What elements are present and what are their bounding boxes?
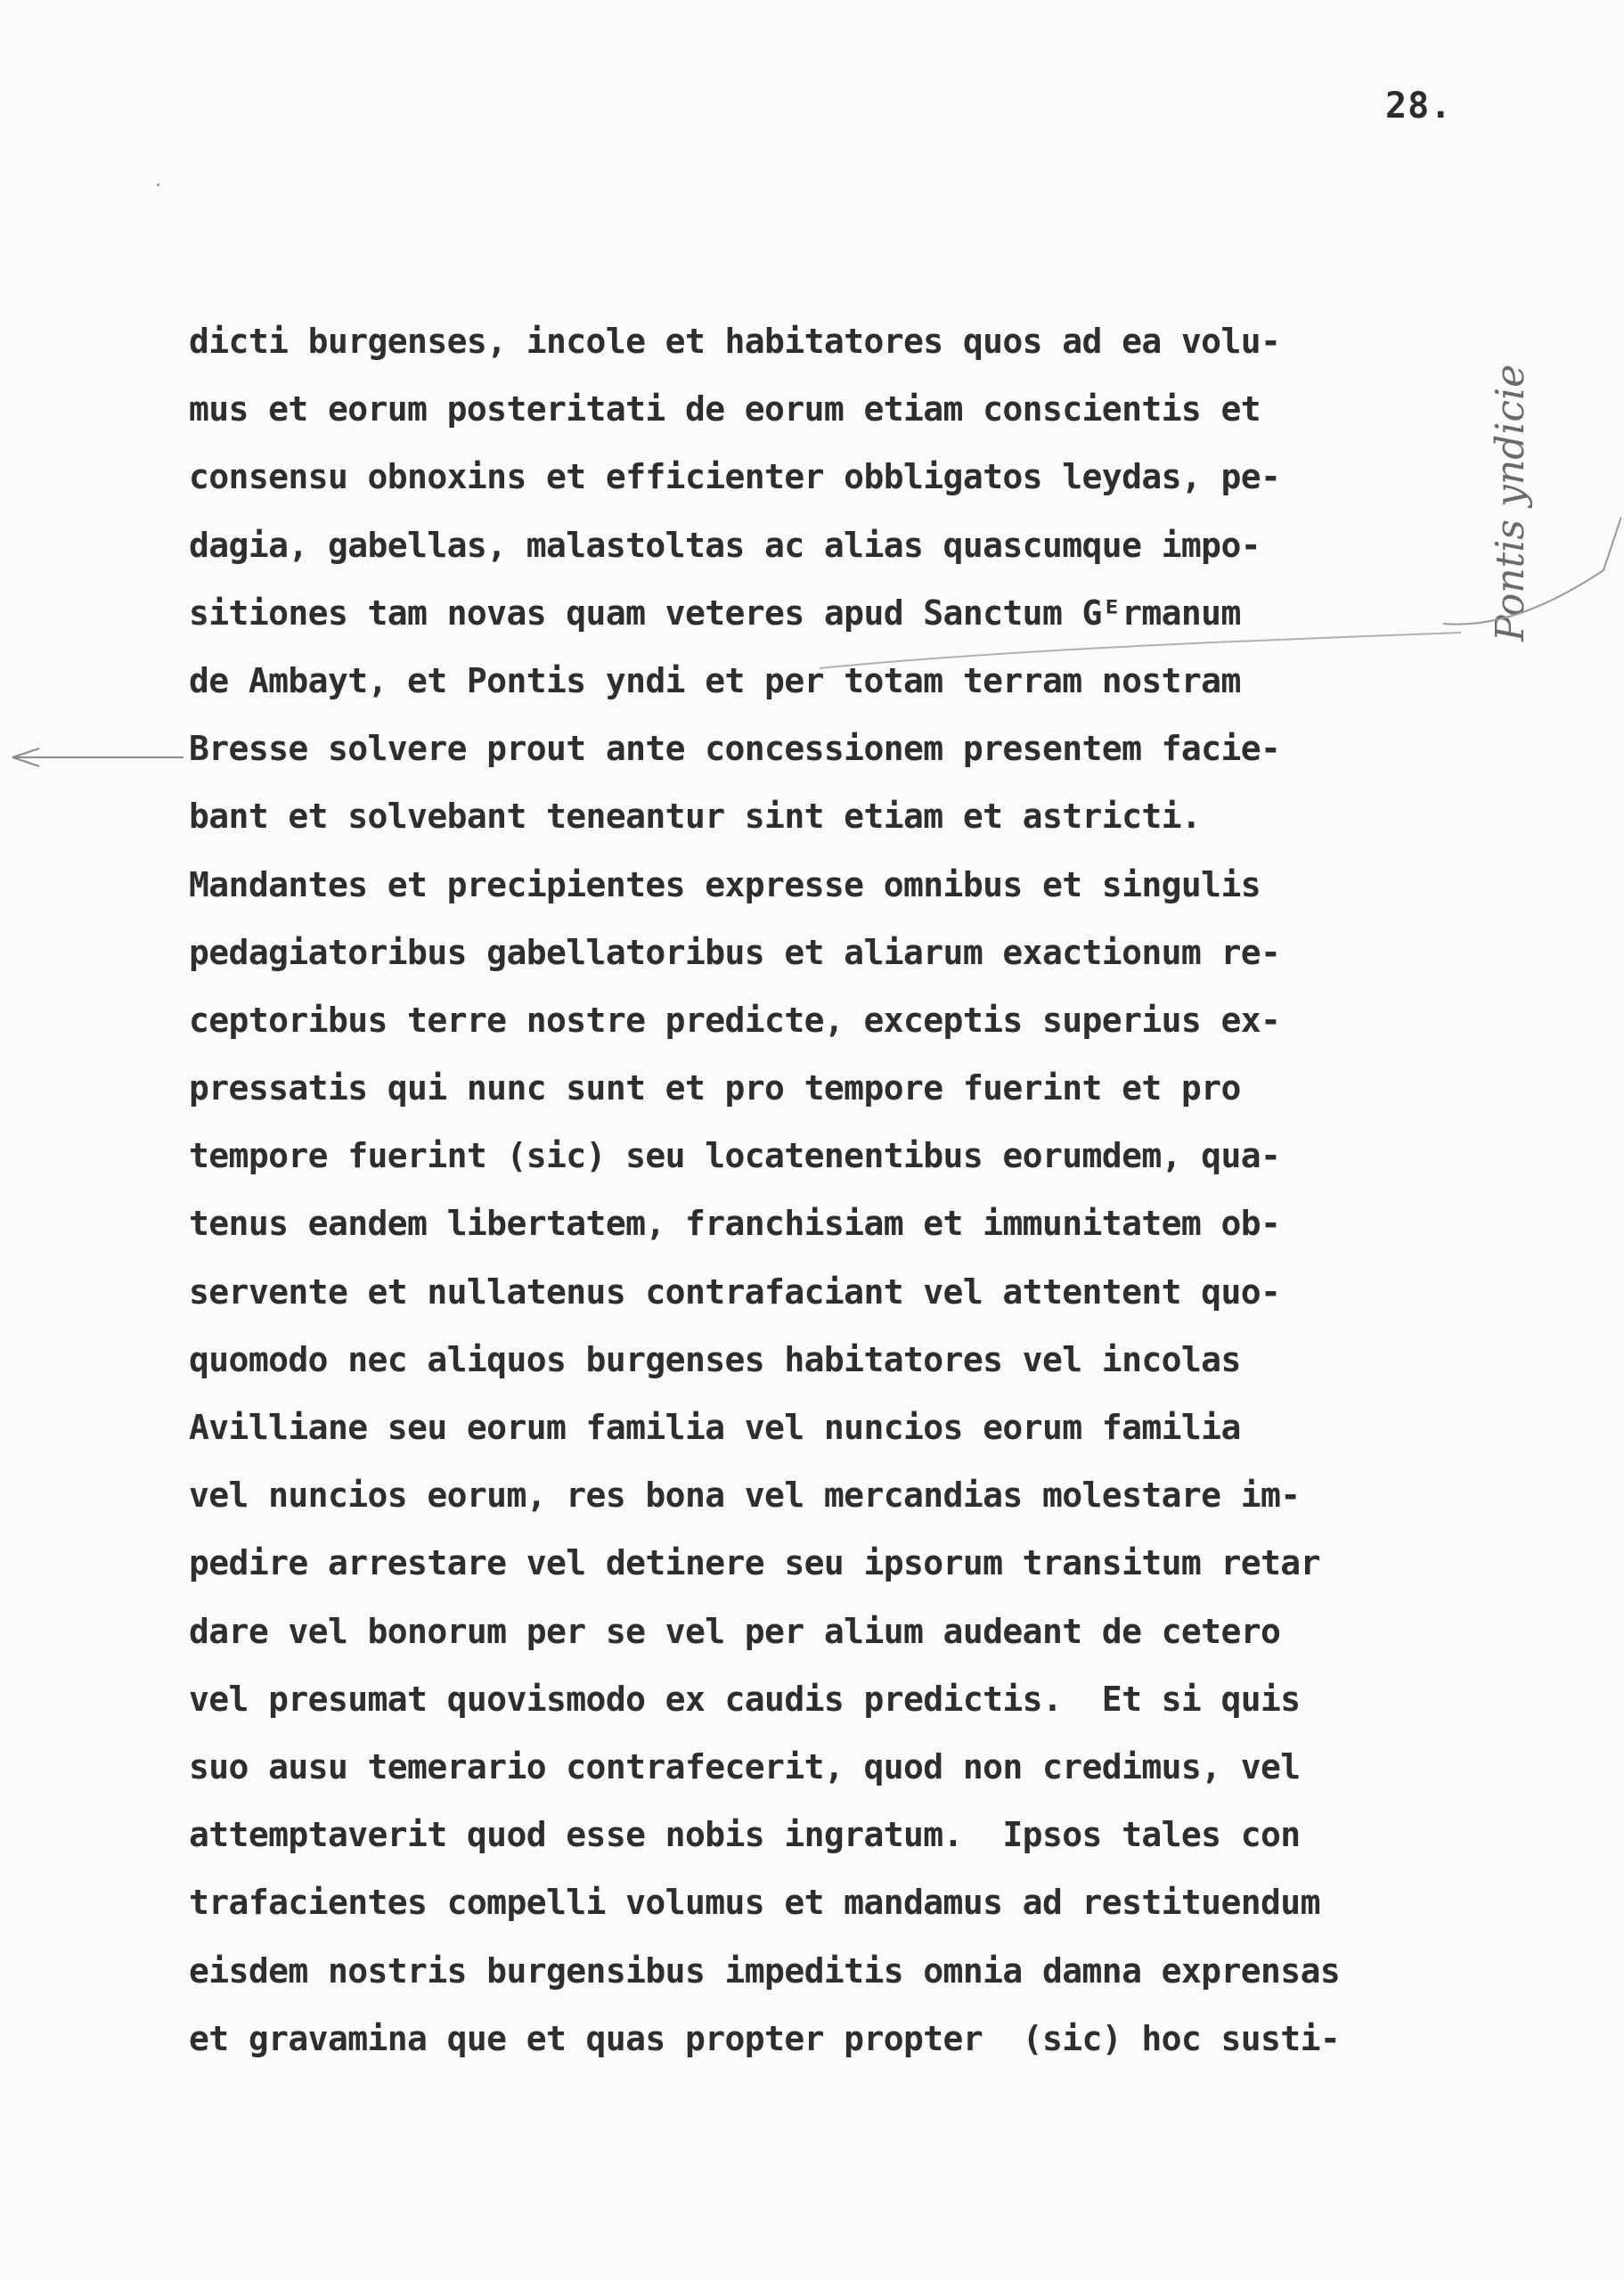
text-line: dagia, gabellas, malastoltas ac alias quascumque impo- bbox=[189, 525, 1261, 565]
text-line: de Ambayt, et Pontis yndi et per totam terram nostram bbox=[189, 660, 1241, 700]
text-line: Mandantes et precipientes expresse omnibus et singulis bbox=[189, 864, 1261, 904]
text-line: consensu obnoxins et efficienter obbligatos leydas, pe- bbox=[189, 457, 1281, 497]
text-line: vel nuncios eorum, res bona vel mercandias molestare im- bbox=[189, 1476, 1301, 1516]
text-line: Avilliane seu eorum familia vel nuncios eorum familia bbox=[189, 1408, 1241, 1447]
text-line: eisdem nostris burgensibus impeditis omnia damna exprensas bbox=[189, 1950, 1341, 1991]
text-line: et gravamina que et quas propter propter (sic) hoc susti- bbox=[189, 2018, 1341, 2058]
page-number: 28. bbox=[1385, 86, 1453, 127]
text-line: ceptoribus terre nostre predicte, exceptis superius ex- bbox=[189, 1000, 1281, 1040]
typed-body-text bbox=[189, 307, 1525, 2073]
text-line: trafacientes compelli volumus et mandamus ad restituendum bbox=[189, 1883, 1320, 1923]
text-line: tenus eandem libertatem, franchisiam et immunitatem ob- bbox=[189, 1204, 1281, 1244]
text-line: mus et eorum posteritati de eorum etiam conscientis et bbox=[189, 389, 1261, 429]
text-line: attemptaverit quod esse nobis ingratum. Ipsos tales con bbox=[189, 1815, 1301, 1855]
text-line: pedire arrestare vel detinere seu ipsorum transitum retar bbox=[189, 1543, 1320, 1583]
text-line: Bresse solvere prout ante concessionem presentem facie- bbox=[189, 729, 1281, 769]
margin-note-text: Pontis yndicie bbox=[1488, 364, 1533, 642]
text-line: tempore fuerint (sic) seu locatenentibus eorumdem, qua- bbox=[189, 1136, 1281, 1176]
paper-speck bbox=[157, 184, 159, 186]
text-line: servente et nullatenus contrafaciant vel attentent quo- bbox=[189, 1271, 1281, 1312]
text-line: pressatis qui nunc sunt et pro tempore fuerint et pro bbox=[189, 1068, 1241, 1108]
text-line: dicti burgenses, incole et habitatores quos ad ea volu- bbox=[189, 322, 1281, 361]
text-line: dare vel bonorum per se vel per alium audeant de cetero bbox=[189, 1611, 1281, 1651]
text-line: sitiones tam novas quam veteres apud Sanctum Gᴱrmanum bbox=[189, 593, 1241, 633]
text-line: quomodo nec aliquos burgenses habitatores vel incolas bbox=[189, 1339, 1241, 1379]
text-line: vel presumat quovismodo ex caudis predictis. Et si quis bbox=[189, 1679, 1301, 1719]
text-line: bant et solvebant teneantur sint etiam et astricti. bbox=[189, 797, 1202, 837]
margin-arrow-icon bbox=[7, 740, 185, 775]
text-line: suo ausu temerario contrafecerit, quod non credimus, vel bbox=[189, 1746, 1301, 1786]
text-line: pedagiatoribus gabellatoribus et aliarum exactionum re- bbox=[189, 932, 1281, 972]
